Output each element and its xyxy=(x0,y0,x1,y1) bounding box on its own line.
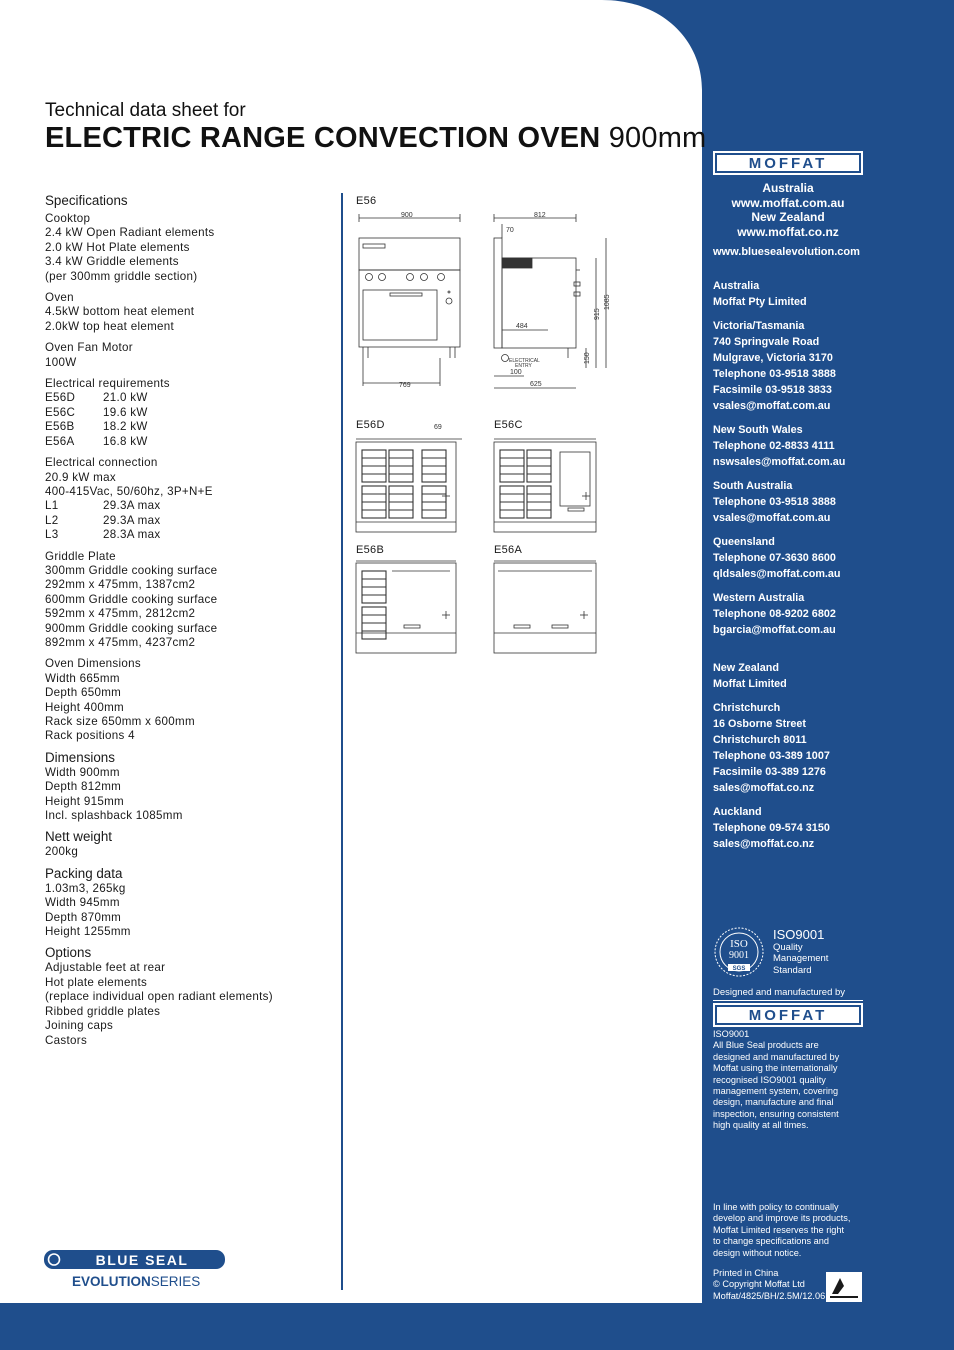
nz-contact-email[interactable]: sales@moffat.co.nz xyxy=(713,838,815,850)
electrical-requirement-1 xyxy=(45,391,335,405)
dim-1085: 1085 xyxy=(604,294,611,310)
oven-dimension-line-3: Height 400mm xyxy=(45,700,124,714)
electrical-requirement-value: 21.0 kW xyxy=(103,391,148,405)
packing-line-4: Height 1255mm xyxy=(45,925,131,939)
au-contact-line: Facsimile 03-9518 3833 xyxy=(713,384,832,396)
au-contact-block-4 xyxy=(713,478,845,526)
electrical-connection-line-1: 20.9 kW max xyxy=(45,470,116,484)
au-contact-region: Western Australia xyxy=(713,592,805,604)
griddle-heading: Griddle Plate xyxy=(45,549,116,563)
contact-country-nz: New Zealand xyxy=(751,210,825,225)
plan-view-e56a xyxy=(488,555,603,655)
griddle-line-6: 892mm x 475mm, 4237cm2 xyxy=(45,635,196,649)
electrical-requirement-4 xyxy=(45,435,335,449)
electrical-requirement-key: E56B xyxy=(45,420,75,434)
dim-625: 625 xyxy=(530,381,542,388)
iso-note-line-7: design, manufacture and final xyxy=(713,1097,834,1108)
option-line-3: (replace individual open radiant elements) xyxy=(45,990,273,1004)
print-note xyxy=(713,1268,825,1302)
fan-value: 100W xyxy=(45,355,77,369)
iso-note-line-1: ISO9001 xyxy=(713,1029,750,1039)
au-contact-email[interactable]: bgarcia@moffat.com.au xyxy=(713,624,836,636)
nz-contact-block-2 xyxy=(713,700,830,796)
oven-dimension-line-5: Rack positions 4 xyxy=(45,729,135,743)
iso-note-line-6: management system, covering xyxy=(713,1086,839,1097)
dimension-line-1: Width 900mm xyxy=(45,765,120,779)
au-contact-line: Telephone 03-9518 3888 xyxy=(713,496,836,508)
title-main: ELECTRIC RANGE CONVECTION OVEN xyxy=(45,122,601,154)
policy-note-line-2: develop and improve its products, xyxy=(713,1213,851,1224)
griddle-line-3: 600mm Griddle cooking surface xyxy=(45,592,218,606)
nz-contact-region: Christchurch xyxy=(713,702,781,714)
au-contact-line: 740 Springvale Road xyxy=(713,336,820,348)
blueseal-logo-text: BLUE SEAL xyxy=(95,1252,189,1268)
electrical-requirement-value: 19.6 kW xyxy=(103,405,148,419)
iso-line-3: Standard xyxy=(773,964,812,976)
contact-country-au: Australia xyxy=(762,181,814,195)
au-contact-block-3 xyxy=(713,422,845,470)
dimension-line-2: Depth 812mm xyxy=(45,780,122,794)
au-contact-email[interactable]: vsales@moffat.com.au xyxy=(713,400,831,412)
newzealand-contacts xyxy=(713,660,830,852)
contact-websites xyxy=(712,181,864,239)
au-contact-region: Australia xyxy=(713,280,760,292)
oven-line-2: 2.0kW top heat element xyxy=(45,319,175,333)
au-contact-line: Telephone 02-8833 4111 xyxy=(713,440,835,452)
electrical-requirement-2 xyxy=(45,406,335,420)
print-note-line-1: Printed in China xyxy=(713,1268,779,1278)
nz-contact-line: Telephone 03-389 1007 xyxy=(713,750,830,762)
nz-contact-line: 16 Osborne Street xyxy=(713,718,807,730)
phase-2 xyxy=(45,514,335,528)
policy-note xyxy=(713,1202,850,1259)
drawing-label-e56c: E56C xyxy=(494,419,523,431)
cooktop-line-2: 2.0 kW Hot Plate elements xyxy=(45,240,190,254)
iso-note-line-3: designed and manufactured by xyxy=(713,1051,840,1062)
cooktop-line-3: 3.4 kW Griddle elements xyxy=(45,255,179,269)
electrical-requirement-key: E56A xyxy=(45,434,75,448)
dimension-line-3: Height 915mm xyxy=(45,794,124,808)
iso-standard-text xyxy=(773,928,828,976)
nz-contact-line: Moffat Limited xyxy=(713,678,787,690)
au-contact-region: Queensland xyxy=(713,536,775,548)
iso-note-line-4: Moffat using the internationally xyxy=(713,1063,838,1074)
nz-contact-region: Auckland xyxy=(713,806,762,818)
page-subtitle: Technical data sheet for xyxy=(45,100,246,121)
phase-key: L2 xyxy=(45,513,59,527)
au-contact-block-1 xyxy=(713,278,845,310)
plan-view-e56b xyxy=(350,555,475,655)
phase-key: L1 xyxy=(45,499,59,513)
electrical-entry-label-2: ENTRY xyxy=(515,363,532,369)
side-elevation-drawing xyxy=(488,208,618,393)
option-line-6: Castors xyxy=(45,1033,88,1047)
dimensions-heading: Dimensions xyxy=(45,749,115,765)
designed-by-rule xyxy=(713,1000,863,1001)
option-line-1: Adjustable feet at rear xyxy=(45,961,166,975)
dim-69: 69 xyxy=(434,424,442,431)
electrical-requirements-heading: Electrical requirements xyxy=(45,377,170,391)
drawing-label-e56d: E56D xyxy=(356,419,385,431)
iso-note-line-2: All Blue Seal products are xyxy=(713,1040,819,1051)
oven-dimension-line-1: Width 665mm xyxy=(45,671,120,685)
option-line-5: Joining caps xyxy=(45,1019,114,1033)
nz-contact-block-3 xyxy=(713,804,830,852)
drawing-label-e56: E56 xyxy=(356,195,377,207)
oven-dimension-line-2: Depth 650mm xyxy=(45,686,122,700)
electrical-entry-label-1: ELECTRICAL xyxy=(509,358,540,364)
policy-note-line-4: to change specifications and xyxy=(713,1236,829,1247)
iso-seal-text: ISO xyxy=(730,938,748,950)
column-divider xyxy=(341,193,343,1290)
title-size: 900mm xyxy=(608,122,707,154)
phase-3 xyxy=(45,528,335,542)
dim-812: 812 xyxy=(534,212,546,219)
nz-contact-block-1 xyxy=(713,660,830,692)
evolution-logo-text: EVOLUTIONSERIES xyxy=(72,1274,201,1289)
print-note-line-2: © Copyright Moffat Ltd xyxy=(713,1279,805,1290)
oven-heading: Oven xyxy=(45,291,74,305)
specifications-column xyxy=(45,193,335,1048)
option-line-2: Hot plate elements xyxy=(45,975,148,989)
au-contact-line: Telephone 08-9202 6802 xyxy=(713,608,836,620)
fan-heading: Oven Fan Motor xyxy=(45,341,133,355)
moffat-logo-bottom xyxy=(713,1003,863,1027)
cooktop-line-4: (per 300mm griddle section) xyxy=(45,269,198,283)
dim-100: 100 xyxy=(510,369,522,376)
au-contact-email[interactable]: vsales@moffat.com.au xyxy=(713,512,831,524)
plan-view-e56c xyxy=(488,430,603,535)
dimension-line-4: Incl. splashback 1085mm xyxy=(45,809,183,823)
packing-heading: Packing data xyxy=(45,865,123,881)
blueseal-website-link[interactable]: www.bluesealevolution.com xyxy=(713,246,860,258)
au-contact-block-2 xyxy=(713,318,845,414)
phase-key: L3 xyxy=(45,528,59,542)
blueseal-evolution-logo xyxy=(44,1250,229,1290)
drawing-label-e56a: E56A xyxy=(494,544,523,556)
electrical-requirement-key: E56D xyxy=(45,391,76,405)
recycled-paper-icon xyxy=(826,1272,862,1302)
iso-note-line-8: inspection, ensuring consistent xyxy=(713,1108,839,1119)
cooktop-heading: Cooktop xyxy=(45,212,91,225)
au-contact-email[interactable]: nswsales@moffat.com.au xyxy=(713,456,846,468)
au-contact-line: Mulgrave, Victoria 3170 xyxy=(713,352,833,364)
oven-dimensions-heading: Oven Dimensions xyxy=(45,657,141,671)
options-heading: Options xyxy=(45,945,92,961)
nz-contact-line: Telephone 09-574 3150 xyxy=(713,822,830,834)
au-contact-line: Telephone 07-3630 8600 xyxy=(713,552,836,564)
designed-by-label: Designed and manufactured by xyxy=(713,987,846,998)
iso-seal-sgs: SGS xyxy=(732,966,746,972)
page-title xyxy=(45,122,706,155)
nz-contact-region: New Zealand xyxy=(713,662,779,674)
dim-900: 900 xyxy=(401,212,413,219)
cooktop-line-1: 2.4 kW Open Radiant elements xyxy=(45,226,215,240)
print-note-line-3: Moffat/4825/BH/2.5M/12.06 xyxy=(713,1290,826,1301)
moffat-logo-text-top: MOFFAT xyxy=(748,155,828,172)
moffat-logo-top xyxy=(713,151,863,175)
nz-contact-line: Facsimile 03-389 1276 xyxy=(713,766,826,778)
griddle-line-4: 592mm x 475mm, 2812cm2 xyxy=(45,607,196,621)
au-contact-block-6 xyxy=(713,590,845,638)
iso-title: ISO9001 xyxy=(773,927,825,942)
nett-weight-heading: Nett weight xyxy=(45,829,112,845)
electrical-requirement-value: 16.8 kW xyxy=(103,434,148,448)
iso-line-1: Quality xyxy=(773,942,803,953)
packing-line-3: Depth 870mm xyxy=(45,910,122,924)
australia-contacts xyxy=(713,278,845,638)
contact-url-au[interactable]: www.moffat.com.au xyxy=(731,195,845,210)
nz-contact-line: Christchurch 8011 xyxy=(713,734,807,746)
electrical-requirement-key: E56C xyxy=(45,405,76,419)
policy-note-line-1: In line with policy to continually xyxy=(713,1202,839,1212)
dim-769: 769 xyxy=(399,382,411,389)
au-contact-region: Victoria/Tasmania xyxy=(713,320,805,332)
iso-note xyxy=(713,1029,839,1132)
au-contact-email[interactable]: qldsales@moffat.com.au xyxy=(713,568,841,580)
electrical-connection-line-2: 400-415Vac, 50/60hz, 3P+N+E xyxy=(45,484,213,498)
griddle-line-2: 292mm x 475mm, 1387cm2 xyxy=(45,578,196,592)
iso-seal-number: 9001 xyxy=(729,950,749,961)
nz-contact-email[interactable]: sales@moffat.co.nz xyxy=(713,782,815,794)
griddle-line-5: 900mm Griddle cooking surface xyxy=(45,621,218,635)
au-contact-region: South Australia xyxy=(713,480,793,492)
phase-1 xyxy=(45,499,335,513)
oven-dimension-line-4: Rack size 650mm x 600mm xyxy=(45,715,195,728)
specifications-heading: Specifications xyxy=(45,193,128,208)
au-contact-block-5 xyxy=(713,534,845,582)
iso-seal-icon xyxy=(713,926,767,978)
au-contact-line: Moffat Pty Limited xyxy=(713,296,807,308)
electrical-requirement-3 xyxy=(45,420,335,434)
policy-note-line-5: design without notice. xyxy=(713,1247,802,1258)
electrical-requirement-value: 18.2 kW xyxy=(103,420,148,434)
packing-line-1: 1.03m3, 265kg xyxy=(45,881,126,895)
dim-150: 150 xyxy=(584,352,591,364)
iso-line-2: Management xyxy=(773,953,829,965)
dim-915: 915 xyxy=(594,308,601,320)
drawing-label-e56b: E56B xyxy=(356,544,385,556)
phase-value: 29.3A max xyxy=(103,513,161,527)
electrical-connection-heading: Electrical connection xyxy=(45,456,158,470)
nett-weight-value: 200kg xyxy=(45,845,79,859)
dim-70: 70 xyxy=(506,227,514,234)
front-elevation-drawing xyxy=(350,208,475,393)
oven-line-1: 4.5kW bottom heat element xyxy=(45,305,195,319)
phase-value: 29.3A max xyxy=(103,499,161,513)
griddle-line-1: 300mm Griddle cooking surface xyxy=(45,563,218,577)
packing-line-2: Width 945mm xyxy=(45,896,120,910)
au-contact-region: New South Wales xyxy=(713,424,803,436)
dim-484: 484 xyxy=(516,323,528,330)
contact-url-nz[interactable]: www.moffat.co.nz xyxy=(737,224,839,239)
iso-note-line-9: high quality at all times. xyxy=(713,1120,809,1131)
au-contact-line: Telephone 03-9518 3888 xyxy=(713,368,836,380)
option-line-4: Ribbed griddle plates xyxy=(45,1004,161,1018)
policy-note-line-3: Moffat Limited reserves the right xyxy=(713,1224,845,1235)
iso-note-line-5: recognised ISO9001 quality xyxy=(713,1074,826,1085)
phase-value: 28.3A max xyxy=(103,528,161,542)
moffat-logo-text-bottom: MOFFAT xyxy=(748,1007,828,1024)
